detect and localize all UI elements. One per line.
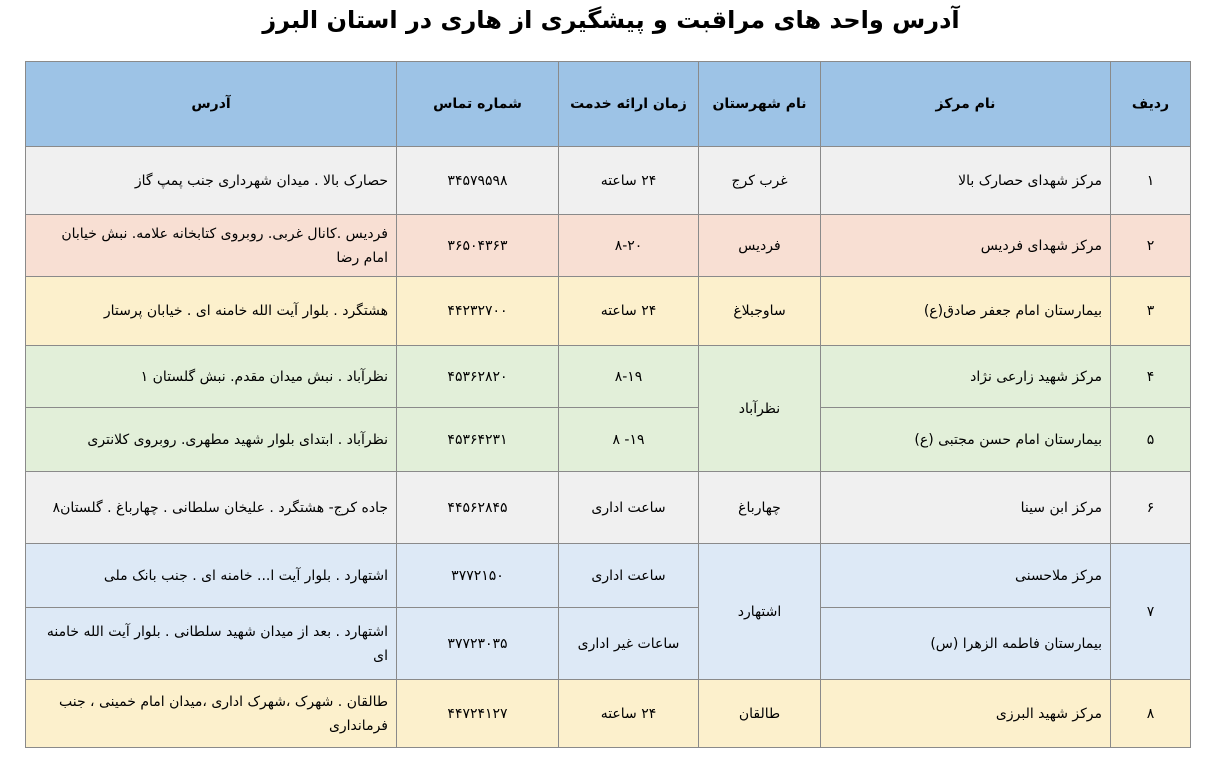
row-number: ۲ <box>1111 215 1191 277</box>
service-hours: ۲۴ ساعته <box>559 680 699 748</box>
table-row <box>26 544 1191 608</box>
table-row <box>26 215 1191 277</box>
center-name: مرکز ابن سینا <box>821 472 1111 544</box>
phone: ۴۵۳۶۴۲۳۱ <box>397 408 559 472</box>
header-row-number: ردیف <box>1111 62 1191 147</box>
row-number: ۶ <box>1111 472 1191 544</box>
service-hours: ۸-۱۹ <box>559 346 699 408</box>
address: هشتگرد . بلوار آیت الله خامنه ای . خیابان پرستار <box>26 277 397 346</box>
phone: ۴۴۵۶۲۸۴۵ <box>397 472 559 544</box>
city: فردیس <box>699 215 821 277</box>
address: جاده کرج- هشتگرد . علیخان سلطانی . چهارباغ . گلستان۸ <box>26 472 397 544</box>
address: نظرآباد . ابتدای بلوار شهید مطهری. روبروی کلانتری <box>26 408 397 472</box>
table-row <box>26 147 1191 215</box>
center-name: مرکز شهدای فردیس <box>821 215 1111 277</box>
center-name: بیمارستان امام حسن مجتبی (ع) <box>821 408 1111 472</box>
row-number: ۸ <box>1111 680 1191 748</box>
row-number: ۷ <box>1111 544 1191 680</box>
center-name: مرکز شهید البرزی <box>821 680 1111 748</box>
phone: ۳۷۷۲۳۰۳۵ <box>397 608 559 680</box>
phone: ۴۵۳۶۲۸۲۰ <box>397 346 559 408</box>
address: حصارک بالا . میدان شهرداری جنب پمپ گاز <box>26 147 397 215</box>
address: فردیس .کانال غربی. روبروی کتابخانه علامه. نبش خیابان امام رضا <box>26 215 397 277</box>
phone: ۳۷۷۲۱۵۰ <box>397 544 559 608</box>
address: اشتهارد . بلوار آیت ا... خامنه ای . جنب بانک ملی <box>26 544 397 608</box>
city: ساوجبلاغ <box>699 277 821 346</box>
row-number: ۱ <box>1111 147 1191 215</box>
header-address: آدرس <box>26 62 397 147</box>
service-hours: ۲۴ ساعته <box>559 147 699 215</box>
address: طالقان . شهرک ،شهرک اداری ،میدان امام خمینی ، جنب فرمانداری <box>26 680 397 748</box>
center-name: بیمارستان فاطمه الزهرا (س) <box>821 608 1111 680</box>
table-row <box>26 277 1191 346</box>
table-header-row <box>26 62 1191 147</box>
table-row <box>26 408 1191 472</box>
header-phone: شماره تماس <box>397 62 559 147</box>
service-hours: ۱۹- ۸ <box>559 408 699 472</box>
phone: ۴۴۷۲۴۱۲۷ <box>397 680 559 748</box>
row-number: ۵ <box>1111 408 1191 472</box>
centers-table-wrapper <box>25 61 1190 748</box>
city: طالقان <box>699 680 821 748</box>
row-number: ۳ <box>1111 277 1191 346</box>
center-name: مرکز ملاحسنی <box>821 544 1111 608</box>
row-number: ۴ <box>1111 346 1191 408</box>
center-name: مرکز شهید زارعی نژاد <box>821 346 1111 408</box>
service-hours: ساعات غیر اداری <box>559 608 699 680</box>
header-city: نام شهرستان <box>699 62 821 147</box>
center-name: مرکز شهدای حصارک بالا <box>821 147 1111 215</box>
table-row <box>26 608 1191 680</box>
phone: ۴۴۲۳۲۷۰۰ <box>397 277 559 346</box>
city: اشتهارد <box>699 544 821 680</box>
header-service-hours: زمان ارائه خدمت <box>559 62 699 147</box>
phone: ۳۶۵۰۴۳۶۳ <box>397 215 559 277</box>
page-title: آدرس واحد های مراقبت و پیشگیری از هاری در استان البرز <box>262 6 960 34</box>
service-hours: ساعت اداری <box>559 544 699 608</box>
center-name: بیمارستان امام جعفر صادق(ع) <box>821 277 1111 346</box>
address: نظرآباد . نبش میدان مقدم. نبش گلستان ۱ <box>26 346 397 408</box>
address: اشتهارد . بعد از میدان شهید سلطانی . بلوار آیت الله خامنه ای <box>26 608 397 680</box>
table-row <box>26 472 1191 544</box>
service-hours: ساعت اداری <box>559 472 699 544</box>
phone: ۳۴۵۷۹۵۹۸ <box>397 147 559 215</box>
service-hours: ۸-۲۰ <box>559 215 699 277</box>
city: غرب کرج <box>699 147 821 215</box>
header-center-name: نام مرکز <box>821 62 1111 147</box>
table-row <box>26 680 1191 748</box>
centers-table <box>25 61 1191 748</box>
city: نظرآباد <box>699 346 821 472</box>
service-hours: ۲۴ ساعته <box>559 277 699 346</box>
table-row <box>26 346 1191 408</box>
city: چهارباغ <box>699 472 821 544</box>
